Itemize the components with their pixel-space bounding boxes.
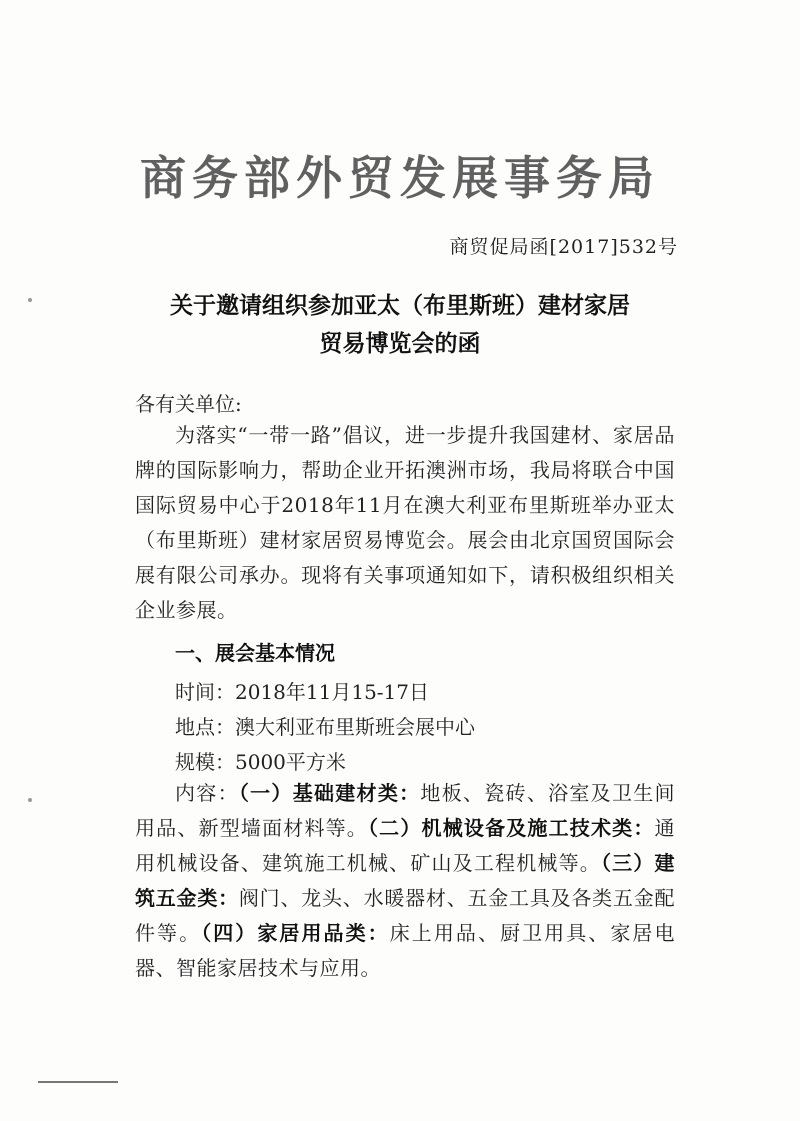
- scan-speck: [28, 798, 32, 802]
- organization-header: 商务部外贸发展事务局: [140, 151, 660, 205]
- category-items: 床上用品、厨卫用具、家居电器、智能家居技术与应用。: [135, 921, 675, 980]
- exhibition-place: 地点：澳大利亚布里斯班会展中心: [175, 715, 475, 739]
- category-name: （一）基础建材类：: [238, 781, 421, 805]
- footer-divider: [38, 1081, 118, 1083]
- category-name: （三）建筑五金类：: [135, 851, 676, 910]
- exhibition-time: 时间：2018年11月15-17日: [175, 680, 430, 704]
- exhibition-content: [135, 776, 675, 986]
- category-items: 阀门、龙头、水暖器材、五金工具及各类五金配件等。: [135, 886, 676, 945]
- section-heading: 一、展会基本情况: [175, 641, 335, 665]
- exhibition-scale: 规模：5000平方米: [175, 750, 346, 774]
- scan-speck: [28, 298, 32, 302]
- category-items: 地板、瓷砖、浴室及卫生间用品、新型墙面材料等。: [135, 781, 676, 840]
- document-number: 商贸促局函[2017]532号: [449, 236, 678, 258]
- intro-paragraph: 为落实“一带一路”倡议，进一步提升我国建材、家居品牌的国际影响力，帮助企业开拓澳洲市场，我局将联合中国国际贸易中心于2018年11月在澳大利亚布里斯班举办亚太（布里斯班）建材家居贸易博览会。展会由北京国贸国际会展有限公司承办。现将有关事项通知如下，请积极组织相关企业参展。: [135, 423, 675, 622]
- category-name: （四）家居用品类：: [201, 921, 390, 945]
- content-label: 内容：: [175, 781, 239, 805]
- category-name: （二）机械设备及施工技术类：: [367, 816, 655, 840]
- document-title-line-2: 贸易博览会的函: [319, 330, 481, 357]
- salutation: 各有关单位:: [135, 392, 242, 416]
- document-title: [0, 287, 800, 363]
- category-items: 通用机械设备、建筑施工机械、矿山及工程机械等。: [135, 816, 676, 875]
- document-title-line-1: 关于邀请组织参加亚太（布里斯班）建材家居: [170, 292, 630, 319]
